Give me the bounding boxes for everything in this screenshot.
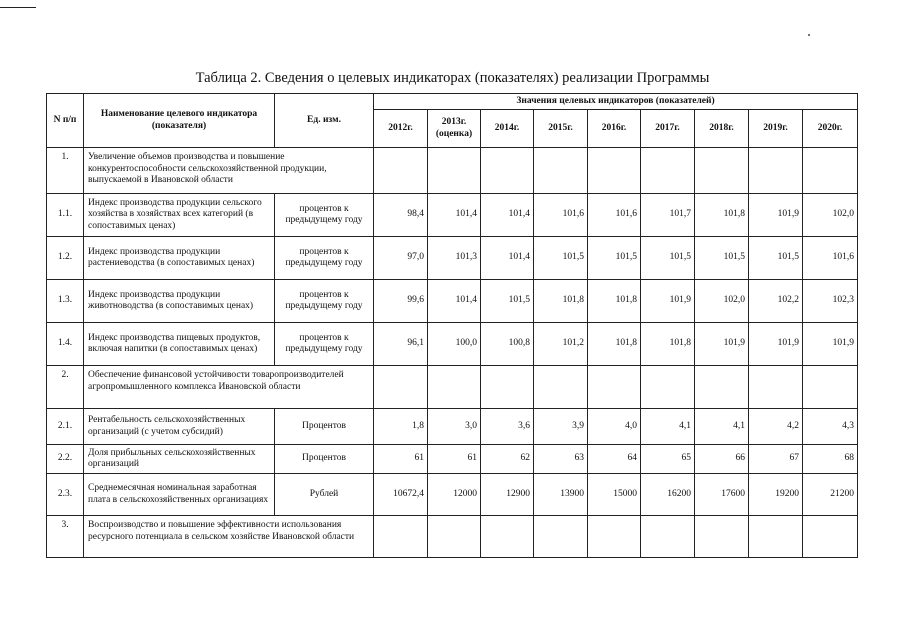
empty-cell [481,148,534,194]
header-name: Наименование целевого индикатора (показателя) [84,94,275,148]
indicator-value: 101,6 [803,237,858,280]
indicator-value: 101,5 [641,237,695,280]
indicator-value: 100,8 [481,323,534,366]
row-number: 2.3. [47,474,84,516]
empty-cell [428,366,481,409]
header-year: 2015г. [534,110,588,148]
section-name: Увеличение объемов производства и повышение конкурентоспособности сельскохозяйственной продукции, выпускаемой в Ивановской области [84,148,374,194]
empty-cell [374,366,428,409]
indicator-value: 101,8 [588,323,641,366]
header-year: 2014г. [481,110,534,148]
header-year: 2017г. [641,110,695,148]
indicator-value: 101,9 [803,323,858,366]
row-number: 1. [47,148,84,194]
indicator-value: 4,2 [749,409,803,445]
header-year: 2020г. [803,110,858,148]
indicator-value: 101,8 [695,194,749,237]
indicator-value: 61 [374,445,428,474]
empty-cell [588,366,641,409]
indicator-value: 101,3 [428,237,481,280]
indicator-value: 98,4 [374,194,428,237]
indicator-value: 62 [481,445,534,474]
empty-cell [534,516,588,558]
indicator-row [47,474,858,516]
header-unit: Ед. изм. [275,94,374,148]
indicator-row [47,194,858,237]
indicator-value: 4,1 [695,409,749,445]
indicator-value: 67 [749,445,803,474]
indicator-unit: процентов к предыдущему году [275,237,374,280]
indicator-value: 19200 [749,474,803,516]
empty-cell [481,516,534,558]
indicator-value: 101,7 [641,194,695,237]
indicator-value: 102,3 [803,280,858,323]
empty-cell [641,148,695,194]
empty-cell [641,366,695,409]
row-number: 3. [47,516,84,558]
indicator-value: 101,9 [749,194,803,237]
indicator-name: Доля прибыльных сельскохозяйственных организаций [84,445,275,474]
indicator-row [47,409,858,445]
indicator-unit: процентов к предыдущему году [275,280,374,323]
indicator-value: 97,0 [374,237,428,280]
empty-cell [695,148,749,194]
empty-cell [534,366,588,409]
header-year: 2013г. (оценка) [428,110,481,148]
indicator-value: 101,8 [534,280,588,323]
header-year: 2019г. [749,110,803,148]
indicator-value: 100,0 [428,323,481,366]
indicator-row [47,237,858,280]
indicator-row [47,445,858,474]
empty-cell [803,366,858,409]
indicator-value: 1,8 [374,409,428,445]
indicator-value: 101,9 [641,280,695,323]
section-row [47,366,858,409]
indicator-value: 101,4 [428,194,481,237]
indicator-value: 3,0 [428,409,481,445]
indicator-value: 101,5 [749,237,803,280]
empty-cell [695,366,749,409]
indicator-value: 101,4 [481,237,534,280]
empty-cell [641,516,695,558]
row-number: 2. [47,366,84,409]
indicator-row [47,280,858,323]
indicator-name: Индекс производства пищевых продуктов, включая напитки (в сопоставимых ценах) [84,323,275,366]
indicator-value: 12000 [428,474,481,516]
row-number: 1.2. [47,237,84,280]
header-num: N п/п [47,94,84,148]
indicator-value: 101,4 [428,280,481,323]
header-year: 2012г. [374,110,428,148]
section-row [47,148,858,194]
header-year: 2016г. [588,110,641,148]
indicator-value: 101,2 [534,323,588,366]
row-number: 1.1. [47,194,84,237]
indicator-value: 102,2 [749,280,803,323]
row-number: 2.2. [47,445,84,474]
indicator-value: 3,6 [481,409,534,445]
row-number: 2.1. [47,409,84,445]
indicator-value: 96,1 [374,323,428,366]
indicator-unit: процентов к предыдущему году [275,194,374,237]
row-number: 1.3. [47,280,84,323]
indicator-value: 102,0 [695,280,749,323]
indicator-value: 101,5 [481,280,534,323]
empty-cell [481,366,534,409]
table-title: Таблица 2. Сведения о целевых индикаторах (показателях) реализации Программы [195,70,710,86]
section-name: Обеспечение финансовой устойчивости товаропроизводителей агропромышленного комплекса Ивановской области [84,366,374,409]
empty-cell [749,148,803,194]
header-year: 2018г. [695,110,749,148]
indicator-value: 101,8 [641,323,695,366]
empty-cell [803,148,858,194]
indicator-value: 101,5 [695,237,749,280]
indicator-value: 15000 [588,474,641,516]
indicator-name: Среднемесячная номинальная заработная плата в сельскохозяйственных организациях [84,474,275,516]
empty-cell [749,516,803,558]
indicator-value: 102,0 [803,194,858,237]
indicator-value: 101,9 [695,323,749,366]
indicator-name: Рентабельность сельскохозяйственных организаций (с учетом субсидий) [84,409,275,445]
indicator-unit: Процентов [275,445,374,474]
empty-cell [428,148,481,194]
indicator-value: 63 [534,445,588,474]
section-row [47,516,858,558]
indicator-value: 101,9 [749,323,803,366]
indicator-value: 16200 [641,474,695,516]
indicator-unit: процентов к предыдущему году [275,323,374,366]
indicator-value: 101,5 [534,237,588,280]
empty-cell [588,516,641,558]
indicator-value: 64 [588,445,641,474]
indicator-unit: Процентов [275,409,374,445]
indicator-value: 66 [695,445,749,474]
indicators-table [46,93,858,558]
indicator-name: Индекс производства продукции животноводства (в сопоставимых ценах) [84,280,275,323]
indicator-value: 61 [428,445,481,474]
indicator-value: 4,1 [641,409,695,445]
empty-cell [374,148,428,194]
empty-cell [803,516,858,558]
indicator-value: 101,5 [588,237,641,280]
row-number: 1.4. [47,323,84,366]
indicator-row [47,323,858,366]
header-values-group: Значения целевых индикаторов (показателей) [374,94,858,110]
empty-cell [695,516,749,558]
indicator-value: 65 [641,445,695,474]
indicator-name: Индекс производства продукции растениеводства (в сопоставимых ценах) [84,237,275,280]
empty-cell [534,148,588,194]
empty-cell [374,516,428,558]
indicator-value: 101,8 [588,280,641,323]
indicator-value: 101,4 [481,194,534,237]
top-rule [0,7,36,8]
indicator-value: 21200 [803,474,858,516]
empty-cell [749,366,803,409]
scan-speck [808,34,810,36]
indicator-value: 99,6 [374,280,428,323]
indicator-name: Индекс производства продукции сельского хозяйства в хозяйствах всех категорий (в сопоставимых ценах) [84,194,275,237]
indicator-value: 10672,4 [374,474,428,516]
indicator-unit: Рублей [275,474,374,516]
empty-cell [588,148,641,194]
indicator-value: 101,6 [588,194,641,237]
indicator-value: 68 [803,445,858,474]
indicator-value: 4,0 [588,409,641,445]
indicator-value: 4,3 [803,409,858,445]
indicator-value: 17600 [695,474,749,516]
empty-cell [428,516,481,558]
indicator-value: 3,9 [534,409,588,445]
indicator-value: 13900 [534,474,588,516]
indicator-value: 101,6 [534,194,588,237]
section-name: Воспроизводство и повышение эффективности использования ресурсного потенциала в сельском хозяйстве Ивановской области [84,516,374,558]
indicator-value: 12900 [481,474,534,516]
